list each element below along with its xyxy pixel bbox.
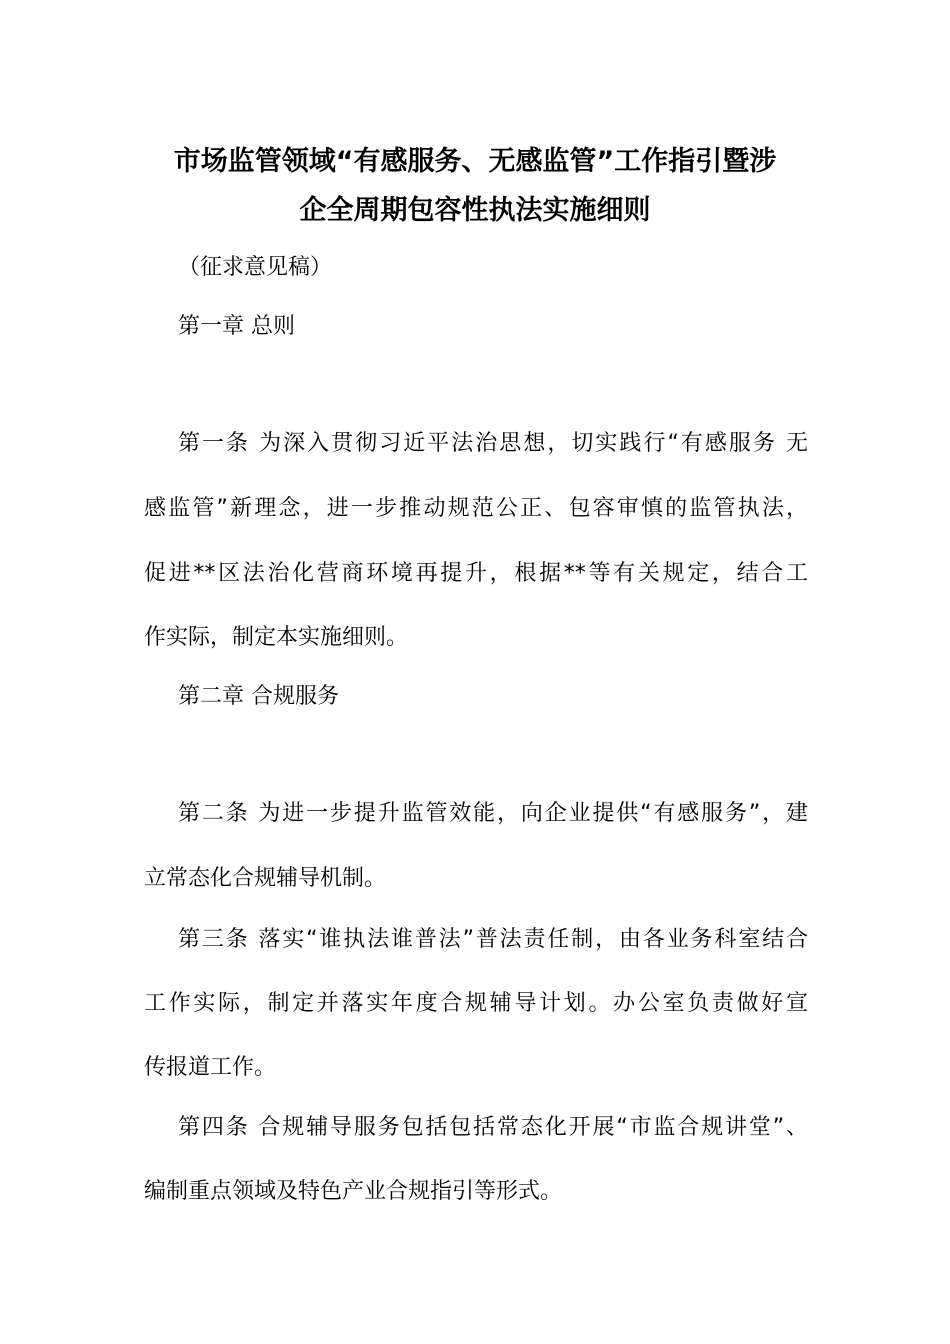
article-3-line-1: 第三条 落实“谁执法谁普法”普法责任制，由各业务科室结合 [178,927,808,952]
article-1-line-2: 感监管”新理念，进一步推动规范公正、包容审慎的监管执法， [144,496,808,521]
article-1-line-1: 第一条 为深入贯彻习近平法治思想，切实践行“有感服务 无 [178,431,808,456]
article-1-line-3: 促进**区法治化营商环境再提升，根据**等有关规定，结合工 [144,561,808,586]
article-2-line-2: 立常态化合规辅导机制。 [144,866,387,891]
document-title-line-2: 企全周期包容性执法实施细则 [299,195,651,226]
chapter-1-heading: 第一章 总则 [178,314,295,339]
article-4-line-2: 编制重点领域及特色产业合规指引等形式。 [144,1179,563,1204]
document-subtitle: （征求意见稿） [178,255,333,280]
article-3-line-2: 工作实际，制定并落实年度合规辅导计划。办公室负责做好宣 [144,991,808,1016]
document-title-line-1: 市场监管领域“有感服务、无感监管”工作指引暨涉 [173,146,777,177]
chapter-2-heading: 第二章 合规服务 [178,684,339,709]
article-1-line-4: 作实际，制定本实施细则。 [144,625,409,650]
article-2-line-1: 第二条 为进一步提升监管效能，向企业提供“有感服务”，建 [178,801,808,826]
article-4-line-1: 第四条 合规辅导服务包括包括常态化开展“市监合规讲堂”、 [178,1115,808,1140]
article-3-line-3: 传报道工作。 [144,1055,277,1080]
